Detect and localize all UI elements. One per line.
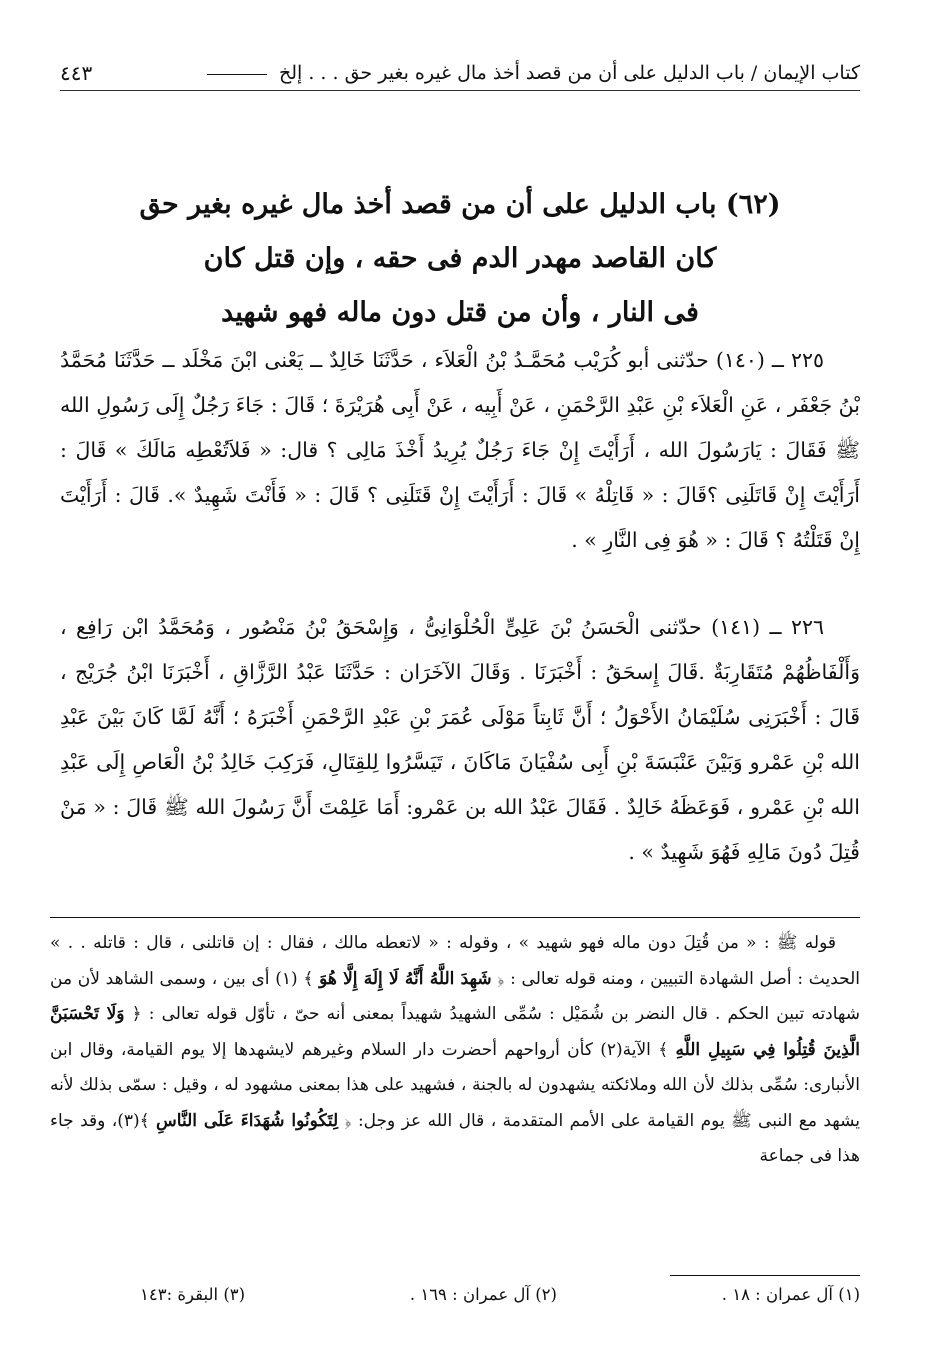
hadith-226-text: ٢٢٦ ــ (١٤١) حدّثنى الْحَسَنُ بْنَ عَلِىٍّ الْحُلْوَانِىُّ ، وَإِسْحَقُ بْنُ مَنْصُور ، وَمُحَمَّدُ ابْن رَافِع ، وَأَلْفَاظُهُمْ مُتَقَارِبَةٌ .قَالَ إِسحَقُ : أَخْبَرَنَا . وَقَالَ الآخَرَان : حَدَّثَنَا عَبْدُ الرَّزَّاقِ ، أَخْبَرَنَا ابْنُ جُرَيْج ، قَالَ : أَخْبَرَنِى سُلَيْمَانُ الأَحْوَلُ ؛ أَنَّ ثَابِتاً مَوْلَى عُمَرَ بْنِ عَبْدِ الرَّحْمَنِ أَخْبَرَهُ ؛ أَنَّهُ لَمَّا كَانَ بَيْنَ عَبْدِ الله بْنِ عَمْرو وَبَيْنَ عَنْبَسَةَ بْنِ أَبِى سُفْيَانَ مَاكَانَ ، تَيَسَّرُوا لِلقِتَالِ، فَرَكِبَ خَالِدُ بْنُ الْعَاصِ إِلَى عَبْدِ الله بْنِ عَمْرو ، فَوَعَظَهُ خَالِدٌ . فَقَالَ عَبْدُ الله بن عَمْرو: أَمَا عَلِمْتَ أَنَّ رَسُولَ الله ﷺ قَالَ : « مَنْ قُتِلَ دُونَ مَالِهِ فَهُوَ شَهِيدٌ » .: [60, 615, 860, 864]
commentary-paragraph: [50, 926, 860, 1175]
page-number: ٤٤٣: [60, 61, 93, 85]
running-head-title: كتاب الإيمان / باب الدليل على أن من قصد أخذ مال غيره بغير حق . . . إلخ: [278, 62, 860, 84]
commentary-separator: [50, 917, 860, 918]
footnote-separator: [670, 1275, 860, 1276]
chapter-heading-line-3: فى النار ، وأن من قتل دون ماله فهو شهيد: [221, 297, 699, 328]
chapter-heading: [60, 178, 860, 340]
footnote-1: (١) آل عمران : ١٨ .: [721, 1285, 860, 1304]
footnote-3: (٣) البقرة :١٤٣: [140, 1285, 246, 1304]
header-dash: [207, 74, 267, 75]
commentary-part-3: ﴾ الآية(٢) كأن أرواحهم أحضرت دار السلام وغيرهم لايشهدها إلا يوم القيامة، وقال ابن الأنبارى: سُمِّى بذلك لأن الله وملائكته يشهدون له بالجنة ، فشهيد على هذا بمعنى مشهود له ، وقيل : سمّى بذلك لأنه يشهد مع النبى ﷺ يوم القيامة على الأمم المتقدمة ، قال الله عز وجل: ﴿: [50, 1039, 860, 1131]
commentary: [50, 926, 860, 1175]
chapter-heading-line-2: كان القاصد مهدر الدم فى حقه ، وإن قتل كان: [203, 243, 717, 274]
quran-quote-2: وَلَا تَحْسَبَنَّ الَّذِينَ قُتِلُوا فِي سَبِيلِ اللَّهِ: [50, 1004, 860, 1060]
footnote-2: (٢) آل عمران : ١٦٩ .: [409, 1285, 557, 1304]
quran-quote-3: لِتَكُونُوا شُهَدَاءَ عَلَى النَّاسِ: [156, 1110, 339, 1131]
hadith-225-text: ٢٢٥ ــ (١٤٠) حدّثنى أبو كُرَيْب مُحَمَّـدُ بْنُ الْعَلاَء ، حَدَّثَنَا خَالِدٌ ــ يَعْنى ابْنَ مَخْلَد ــ حَدَّثَنَا مُحَمَّدُ بْنُ جَعْفَر ، عَنِ الْعَلاَء بْنِ عَبْدِ الرَّحْمَنِ ، عَنْ أَبِيه ، عَنْ أَبِى هُرَيْرَةَ ؛ قَالَ : جَاءَ رَجُلٌ إِلَى رَسُولِ الله ﷺ فَقَالَ : يَارَسُولَ الله ، أَرَأَيْتَ إِنْ جَاءَ رَجُلٌ يُرِيدُ أَخْذَ مَالِى ؟ قال: « فَلاَتُعْطِه مَالَكَ » قَالَ : أَرَأَيْتَ إِنْ قَاتَلَنِى ؟قَالَ : « قَاتِلْهُ » قَالَ : أَرَأَيْتَ إِنْ قَتَلَنِى ؟ قَالَ : « فَأَنْتَ شَهِيدٌ ». قَالَ : أَرَأَيْتَ إِنْ قَتَلْتُهُ ؟ قَالَ : « هُوَ فِى النَّارِ » .: [60, 348, 860, 552]
footnotes: [140, 1280, 860, 1310]
commentary-part-2: ﴾ (١) أى بين ، وسمى الشاهد لأن من شهادته تبين الحكم . قال النضر بن شُمَيْل : سُمِّى الشهيدُ شهيداً بمعنى أنه حىّ ، تأوّل قوله تعالى : ﴿: [50, 968, 861, 1024]
chapter-heading-line-1: (٦٢) باب الدليل على أن من قصد أخذ مال غيره بغير حق: [139, 189, 781, 220]
commentary-part-4: ﴾(٣)، وقد جاء هذا فى جماعة: [50, 1110, 860, 1166]
quran-quote-1: شَهِدَ اللَّهُ أَنَّهُ لَا إِلَهَ إِلَّا هُوَ: [319, 968, 492, 989]
hadith-225: [60, 338, 860, 563]
running-header: [60, 58, 860, 91]
hadith-226: [60, 605, 860, 875]
commentary-part-1: قوله ﷺ : « من قُتِلَ دون ماله فهو شهيد » ، وقوله : « لاتعطه مالك ، فقال : إن قاتلنى ، قال : قاتله . . » الحديث : أصل الشهادة التبيين ، ومنه قوله تعالى : ﴿: [50, 933, 861, 989]
